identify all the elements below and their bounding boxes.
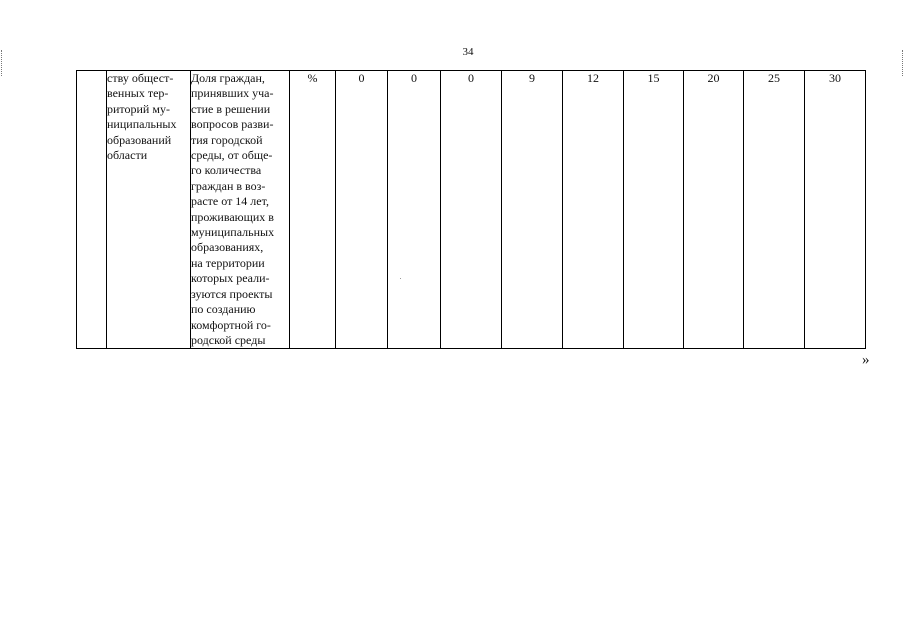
indicator-line: родской среды bbox=[191, 332, 266, 347]
indicator-line: стие в решении bbox=[191, 101, 271, 116]
indicator-table bbox=[76, 70, 866, 349]
closing-quote: » bbox=[862, 352, 870, 368]
program-name-cell bbox=[107, 71, 191, 349]
indicator-line: зуются проекты bbox=[191, 286, 273, 301]
indicator-line: го количества bbox=[191, 163, 262, 178]
value-cell: 9 bbox=[502, 71, 563, 349]
table-row bbox=[77, 71, 866, 349]
program-name-line: области bbox=[107, 148, 148, 163]
scan-speck bbox=[400, 278, 401, 279]
indicator-line: Доля граждан, bbox=[191, 71, 265, 85]
value-cell: 0 bbox=[336, 71, 388, 349]
value-cell: 20 bbox=[684, 71, 744, 349]
value-cell: 0 bbox=[388, 71, 441, 349]
indicator-line: по созданию bbox=[191, 302, 256, 317]
indicator-line: на территории bbox=[191, 255, 265, 270]
value-cell: 25 bbox=[744, 71, 805, 349]
indicator-line: образованиях, bbox=[191, 240, 264, 255]
left-edge-mark bbox=[1, 50, 4, 76]
indicator-line: среды, от обще- bbox=[191, 148, 273, 163]
indicator-line: муниципальных bbox=[191, 225, 275, 240]
value-cell: 12 bbox=[563, 71, 624, 349]
program-name-line: венных тер- bbox=[107, 86, 169, 101]
indicator-line: расте от 14 лет, bbox=[191, 194, 269, 209]
index-cell bbox=[77, 71, 107, 349]
indicator-line: вопросов разви- bbox=[191, 117, 274, 132]
value-cell: 0 bbox=[441, 71, 502, 349]
indicator-line: проживающих в bbox=[191, 209, 274, 224]
value-cell: 15 bbox=[624, 71, 684, 349]
indicator-line: принявших уча- bbox=[191, 86, 274, 101]
program-name-line: ству общест- bbox=[107, 71, 174, 85]
indicator-name-cell bbox=[191, 71, 290, 349]
program-name-line: ниципальных bbox=[107, 117, 177, 132]
program-name-line: образований bbox=[107, 132, 172, 147]
indicator-line: граждан в воз- bbox=[191, 178, 266, 193]
indicator-line: тия городской bbox=[191, 132, 263, 147]
indicator-line: комфортной го- bbox=[191, 317, 271, 332]
indicator-line: которых реали- bbox=[191, 271, 270, 286]
unit-cell: % bbox=[290, 71, 336, 349]
page-number: 34 bbox=[462, 46, 474, 58]
program-name-line: риторий му- bbox=[107, 101, 170, 116]
value-cell: 30 bbox=[805, 71, 866, 349]
